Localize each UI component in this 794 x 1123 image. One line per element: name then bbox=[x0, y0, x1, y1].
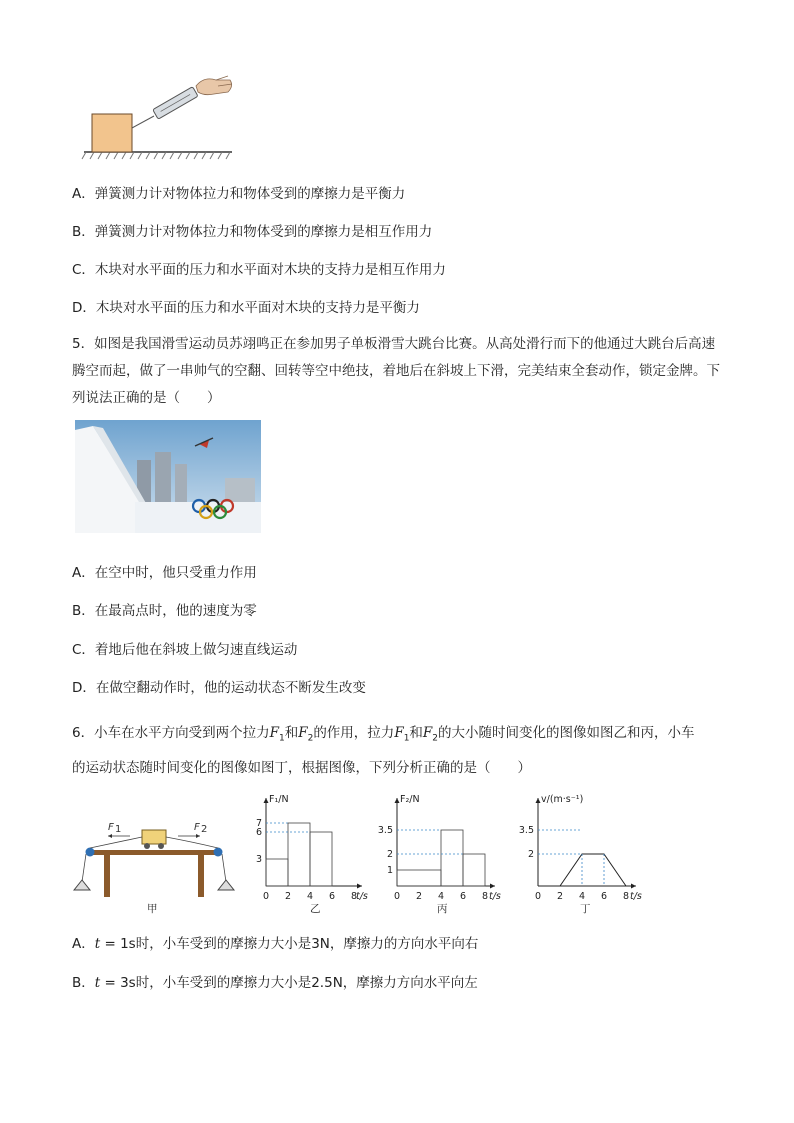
x-axis-arrow bbox=[490, 884, 495, 889]
x-axis-title: t/s bbox=[630, 891, 642, 902]
y-axis-title: F₂/N bbox=[400, 794, 420, 805]
x-axis-arrow bbox=[631, 884, 636, 889]
x-axis-title: t/s bbox=[489, 891, 501, 902]
q6-stem-line1: 6．小车在水平方向受到两个拉力$F_1$和$F_2$的作用，拉力$F_1$和$F_2$的大小随时间变化的图像如图乙和丙，小车 bbox=[72, 725, 695, 744]
graph-yi bbox=[250, 793, 370, 903]
x-tick-label: 4 bbox=[438, 891, 445, 902]
spring-scale-figure bbox=[80, 72, 240, 164]
y-tick-label: 3 bbox=[255, 854, 262, 865]
step-bar bbox=[463, 854, 485, 886]
y-tick-label: 7 bbox=[255, 818, 262, 829]
graph-ding bbox=[510, 793, 650, 903]
q5-option-b: B．在最高点时，他的速度为零 bbox=[72, 603, 257, 619]
q4-option-a: A．弹簧测力计对物体拉力和物体受到的摩擦力是平衡力 bbox=[72, 186, 406, 202]
y-tick-label: 2 bbox=[386, 849, 393, 860]
x-tick-label: 2 bbox=[557, 891, 564, 902]
y-tick-label: 2 bbox=[527, 849, 534, 860]
q4-option-d: D．木块对水平面的压力和水平面对木块的支持力是平衡力 bbox=[72, 300, 420, 316]
x-tick-label: 0 bbox=[535, 891, 542, 902]
big-air-photo bbox=[75, 420, 261, 533]
y-tick-label: 3.5 bbox=[518, 825, 534, 836]
y-tick-label: 1 bbox=[386, 865, 393, 876]
x-tick-label: 2 bbox=[416, 891, 423, 902]
q6-option-b: B．t = 3s时，小车受到的摩擦力大小是2.5N，摩擦力方向水平向左 bbox=[72, 975, 478, 991]
q6-option-a: A．t = 1s时，小车受到的摩擦力大小是3N，摩擦力的方向水平向右 bbox=[72, 936, 479, 952]
x-tick-label: 8 bbox=[482, 891, 489, 902]
figure-label-jia: 甲 bbox=[147, 903, 158, 915]
x-axis-arrow bbox=[357, 884, 362, 889]
x-axis-title: t/s bbox=[356, 891, 368, 902]
step-bar bbox=[288, 823, 310, 886]
q5-option-a: A．在空中时，他只受重力作用 bbox=[72, 565, 257, 581]
q4-option-b: B．弹簧测力计对物体拉力和物体受到的摩擦力是相互作用力 bbox=[72, 224, 433, 240]
q6-stem-line2: 的运动状态随时间变化的图像如图丁，根据图像，下列分析正确的是（ ） bbox=[72, 760, 531, 776]
cart-table-figure bbox=[68, 812, 243, 912]
graph-bing bbox=[375, 793, 505, 903]
x-tick-label: 0 bbox=[394, 891, 401, 902]
figure-label-yi: 乙 bbox=[310, 903, 321, 915]
x-tick-label: 2 bbox=[285, 891, 292, 902]
x-tick-label: 4 bbox=[307, 891, 314, 902]
step-bar bbox=[441, 830, 463, 886]
y-axis-title: F₁/N bbox=[269, 794, 289, 805]
svg-text:F: F bbox=[194, 822, 200, 833]
y-tick-label: 3.5 bbox=[377, 825, 393, 836]
y-axis-arrow bbox=[395, 798, 400, 803]
q5-option-c: C．着地后他在斜坡上做匀速直线运动 bbox=[72, 642, 298, 658]
x-tick-label: 6 bbox=[601, 891, 608, 902]
x-tick-label: 6 bbox=[460, 891, 467, 902]
figure-label-bing: 丙 bbox=[437, 903, 448, 915]
y-tick-label: 6 bbox=[255, 827, 262, 838]
y-axis-arrow bbox=[264, 798, 269, 803]
x-tick-label: 4 bbox=[579, 891, 586, 902]
step-bar bbox=[310, 832, 332, 886]
x-tick-label: 6 bbox=[329, 891, 336, 902]
q5-stem: 5．如图是我国滑雪运动员苏翊鸣正在参加男子单板滑雪大跳台比赛。从高处滑行而下的他通过大跳台后高速腾空而起，做了一串帅气的空翻、回转等空中绝技，着地后在斜坡上下滑，完美结束全套动作，锁定金牌。下列说法正确的是（ ） bbox=[72, 336, 720, 406]
svg-text:F: F bbox=[108, 822, 114, 833]
svg-text:2: 2 bbox=[201, 824, 208, 835]
q4-option-c: C．木块对水平面的压力和水平面对木块的支持力是相互作用力 bbox=[72, 262, 446, 278]
step-bar bbox=[266, 859, 288, 886]
x-tick-label: 8 bbox=[351, 891, 358, 902]
figure-label-ding: 丁 bbox=[580, 903, 591, 915]
svg-text:1: 1 bbox=[115, 824, 122, 835]
y-axis-title: v/(m·s⁻¹) bbox=[541, 794, 584, 805]
x-tick-label: 0 bbox=[263, 891, 270, 902]
step-bar bbox=[397, 870, 441, 886]
y-axis-arrow bbox=[536, 798, 541, 803]
q5-option-d: D．在做空翻动作时，他的运动状态不断发生改变 bbox=[72, 680, 366, 696]
x-tick-label: 8 bbox=[623, 891, 630, 902]
